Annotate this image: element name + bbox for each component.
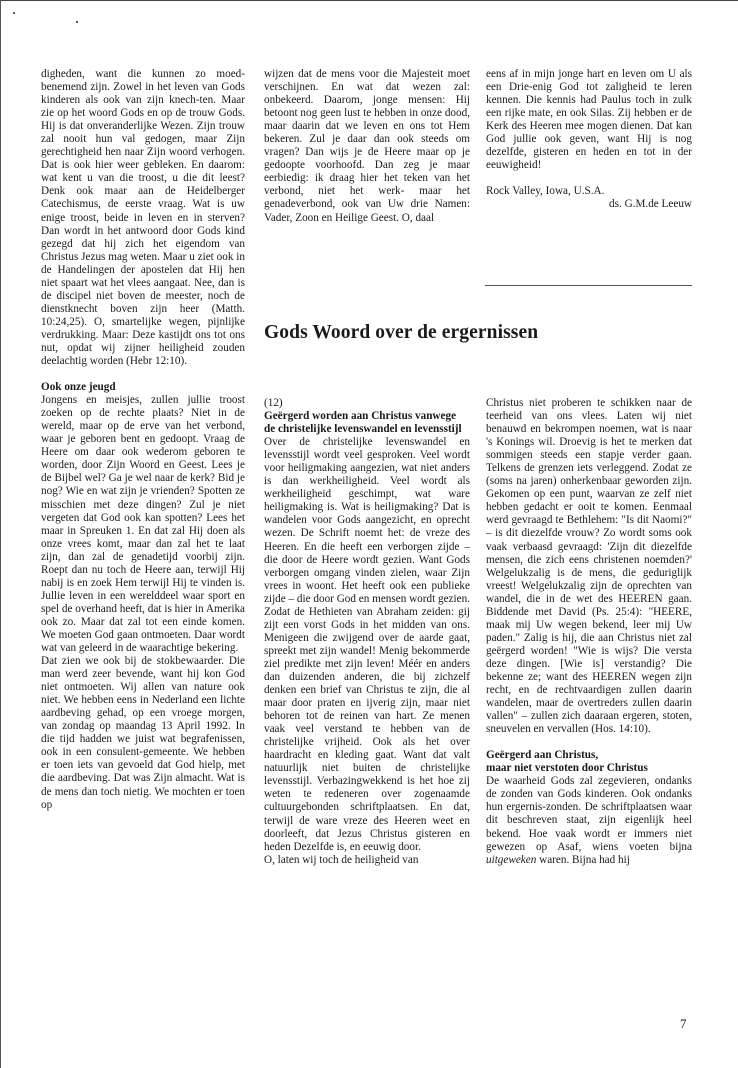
paragraph: Dat zien we ook bij de stokbewaarder. Die man werd zeer bevende, want hij kon God niet ontmoeten. Wij allen van nature ook niet. We hebben eens in Nederland een lichte aardbeving gehad, op een vroege morgen, van zondag op maandag 13 April 1992. In die tijd hadden we juist wat begrafenissen, ook in een consulent-gemeente. We hebben er toen iets van gevoeld dat God hielp, met die aardbeving. Dat was Zijn almacht. Wat is de mens dan toch nietig. We mochten er toen op (41, 655, 245, 811)
text-run: waren. Bijna had hij (536, 853, 630, 866)
signature-author: ds. G.M.de Leeuw (609, 198, 692, 211)
paragraph: Jongens en meisjes, zullen jullie troost zoeken op de rechte plaats? Niet in de wereld, maar op de erve van het verbond, waar je geboren bent en gedoopt. Vraag de Heere om daar ook wederom geboren te worden, door Zijn Woord en Geest. Lees je de Bijbel wel? Ga je wel naar de kerk? Bid je nog? Wie en wat zijn je vrienden? Spotten ze misschien met deze dingen? Zul je niet vergeten dat God ook kan spotten? Lees het maar in Spreuken 1. En dat zal Hij doen als onze vrees komt, maar dan zal het te laat zijn, dan zal de genadetijd voorbij zijn. Roept dan nu toch de Heere aan, terwijl Hij nabij is en zoek Hem terwijl Hij te vinden is. Jullie leven in een werelddeel waar sport en spel de overhand heeft, dat is hier in Amerika ook zo. Maar dat zal tot een einde komen. We moeten God gaan ontmoeten. Daar wordt wat van geleerd in de waarachtige bekering. (41, 394, 245, 655)
paragraph: O, laten wij toch de heiligheid van (264, 853, 419, 866)
paragraph: Over de christelijke levenswandel en levensstijl wordt veel gesproken. Veel wordt voor heiligmaking aangezien, wat niet anders is dan werkheiligheid. Veel wordt als werkheiligheid geschimpt, wat ware heiligmaking is. Wat is heiligmaking? Dat is wandelen voor Gods aangezicht, en oprecht wezen. De Schrift noemt het: de vreze des Heeren. En die heeft een verborgen zijde – die door de Heere wordt gezien. Want Gods verborgen omgang vinden zielen, waar Zijn vrees in woont. Het heeft ook een publieke zijde – die door God en mensen wordt gezien. Zodat de Hethieten van Abraham zeiden: gij zijt een vorst Gods in het midden van ons. Menigeen die zwijgend over de aarde gaat, spreekt met zijn wandel! Menig bekommerde ziel predikte met zijn leven! Méér en anders dan duizenden anderen, die bij zichzelf denken een brief van Christus te zijn, die al maar door praten en ijverig zijn, maar niet behoren tot de reinen van hart. Ze menen vaak veel verstand te hebben van de christelijke vrijheid. Ook als het over haardracht en kleding gaat. Want dat valt natuurlijk niet buiten de christelijke levensstijl. Verbazingwekkend is het hoe zij weten te redeneren over zogenaamde cultuurgebonden schriftplaatsen. En dat, terwijl de ware vreze des Heeren weet en doorleeft, dat Jezus Christus gisteren en heden Dezelfde is, en eeuwig door. (264, 436, 470, 853)
divider-rule (485, 285, 692, 286)
scan-speck (13, 12, 15, 14)
signature-place: Rock Valley, Iowa, U.S.A. (486, 185, 605, 198)
emphasis-text: uitgeweken (486, 853, 537, 866)
section-heading-line-2: maar niet verstoten door Christus (486, 762, 648, 775)
section-heading: Geërgerd worden aan Christus vanwege de christelijke levenswandel en levensstijl (264, 410, 462, 436)
paragraph: Christus niet proberen te schikken naar de teerheid van ons vlees. Laten wij niet benauwd en bekrompen noemen, wat is naar 's Konings wil. Droevig is het te merken dat sommigen steeds een stapje verder gaan. Telkens de grenzen iets verleggend. Zodat ze (soms na jaren) onherkenbaar geworden zijn. Gekomen op een punt, waarvan ze zelf niet hebben gedacht er ooit te komen. Eenmaal werd gevraagd te Bethlehem: "Is dit Naomi?" – is dit diezelfde vrouw? Zo wordt soms ook vaak verbaasd gevraagd: 'Zijn dit diezelfde mensen, die zich eens christenen noemden?' Welgelukzalig is de mens, die geduriglijk vreest! Welgelukzalig zijn de oprechten van wandel, die in de wet des HEEREN gaan. Biddende met David (Ps. 25:4): "HEERE, maak mij Uw wegen bekend, leer mij Uw paden." Zalig is hij, die aan Christus niet zal geërgerd worden! "Wie is wijs? Die versta deze dingen. [Wie is] verstandig? Die bekenne ze; want des HEEREN wegen zijn recht, en de rechtvaardigen zullen daarin wandelen, maar de overtreders zullen daarin vallen" – zullen zich daaraan ergeren, stoten, sneuvelen en vervallen (Hos. 14:10). (486, 397, 692, 736)
article-column-left (264, 397, 470, 867)
scan-speck (76, 21, 78, 23)
paragraph: digheden, want die kunnen zo moed-benemend zijn. Zowel in het leven van Gods kinderen als ook van zijn knech-ten. Maar zie op het woord Gods en op de trouw Gods. Hij is dat onveranderlijke Wezen. Zijn trouw zal nooit hun val gedogen, maar Zijn gerechtigheid hen naar Zijn woord verhogen. Dat is ook hier weer gebleken. En daarom: wat kent u van die troost, u die dit leest? Denk ook maar aan de Heidelberger Catechismus, de eerste vraag. Wat is uw enige troost, beide in leven en in sterven? Dan wordt in het antwoord door Gods kind gezegd dat hij zich het eigendom van Christus Jezus mag weten. Maar u ziet ook in de Handelingen der apostelen dat Hij hen niet spaart wat het vlees aangaat. Nee, dan is de discipel niet boven de meester, noch de dienstknecht boven zijn heer (Matth. 10:24,25). O, smartelijke wegen, pijnlijke verdrukking. Maar: Deze kastijdt ons tot ons nut, opdat wij zijner heiligheid zouden deelachtig worden (Hebr 12:10). (41, 68, 245, 368)
column-1 (41, 68, 245, 812)
column-2 (264, 68, 470, 225)
text-run: De waarheid Gods zal zegevieren, ondanks de zonden van Gods kinderen. Ook ondanks hun ergernis-zonden. De schriftplaatsen waar dit beschreven staat, zijn eigenlijk heel bekend. Hoe vaak wordt er immers niet gewezen op Asaf, wiens voeten bijna (486, 775, 692, 853)
page-edge-top (0, 0, 738, 1)
article-part-number: (12) (264, 397, 283, 409)
section-heading-line-1: Geërgerd aan Christus, (486, 749, 599, 762)
column-3 (486, 68, 692, 211)
paragraph: eens af in mijn jonge hart en leven om U als een Drie-enig God tot zaligheid te leren kennen. Die kennis had Paulus toch in zulk een rijke mate, en ook Silas. Zij hebben er de Kerk des Heeren mee mogen dienen. Dat kan God jullie ook geven, want Hij is nog dezelfde, gisteren en heden en tot in der eeuwigheid! (486, 68, 692, 172)
page-edge-left (0, 0, 1, 1068)
section-heading: Ook onze jeugd (41, 381, 116, 394)
article-column-right (486, 397, 692, 867)
paragraph (486, 775, 692, 866)
page-number: 7 (680, 1016, 687, 1031)
article-title: Gods Woord over de ergernissen (264, 322, 539, 343)
paragraph: wijzen dat de mens voor die Majesteit moet verschijnen. En wat dat wezen zal: onbekeerd. Daarom, jonge mensen: Hij betoont nog geen lust te hebben in onze dood, maar daarin dat we leven en ons tot Hem bekeren. Zul je daar dan ook steeds om vragen? Dan wijs je de Heere maar op je gedoopte voorhoofd. Dan zeg je maar eerbiedig: ik draag hier het teken van het verbond, niet het werk- maar het genadeverbond, ook van Uw drie Namen: Vader, Zoon en Heilige Geest. O, daal (264, 68, 470, 224)
